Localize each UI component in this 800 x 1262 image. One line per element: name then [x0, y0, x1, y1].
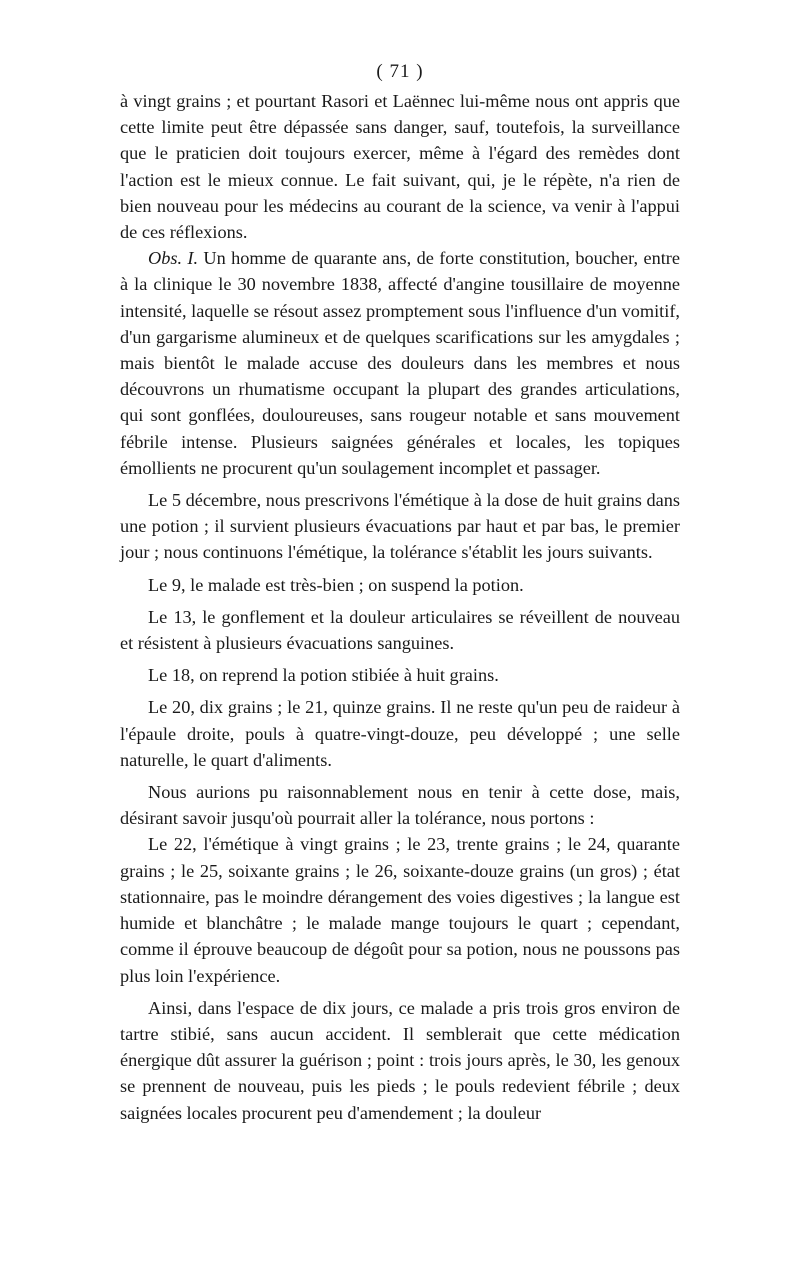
document-page: [120, 60, 680, 1126]
paragraph-1-text: à vingt grains ; et pourtant Rasori et Laënnec lui-même nous ont appris que cette limite peut être dépassée sans danger, sauf, toutefois, la surveillance que le praticien doit toujours exercer, même à l'égard des remèdes dont l'action est le mieux connue. Le fait suivant, qui, je le répète, n'a rien de bien nouveau pour les médecins au courant de la science, va venir à l'appui de ces réflexions.: [120, 91, 680, 243]
paragraph-3: [120, 487, 680, 566]
observation-label: Obs. I.: [148, 248, 199, 269]
paragraph-4: [120, 572, 680, 598]
paragraph-4-text: Le 9, le malade est très-bien ; on suspend la potion.: [148, 574, 524, 595]
paragraph-6: [120, 662, 680, 688]
paragraph-5-text: Le 13, le gonflement et la douleur articulaires se réveillent de nouveau et résistent à plusieurs évacuations sanguines.: [120, 606, 680, 654]
paragraph-10-text: Ainsi, dans l'espace de dix jours, ce malade a pris trois gros environ de tartre stibié, sans aucun accident. Il semblerait que cette médication énergique dût assurer la guérison ; point : trois jours après, le 30, les genoux se prennent de nouveau, puis les pieds ; le pouls redevient fébrile ; deux saignées locales procurent peu d'amendement ; la douleur: [120, 997, 680, 1123]
paragraph-9: [120, 831, 680, 988]
paragraph-observation: [120, 245, 680, 481]
paragraph-7: [120, 694, 680, 773]
paragraph-8-text: Nous aurions pu raisonnablement nous en tenir à cette dose, mais, désirant savoir jusqu'où pourrait aller la tolérance, nous portons :: [120, 782, 680, 829]
paragraph-9-text: Le 22, l'émétique à vingt grains ; le 23, trente grains ; le 24, quarante grains ; le 25, soixante grains ; le 26, soixante-douze grains (un gros) ; état stationnaire, pas le moindre dérangement des voies digestives ; la langue est humide et blanchâtre ; le malade mange toujours le quart ; cependant, comme il éprouve beaucoup de dégoût pour sa potion, nous ne poussons pas plus loin l'expérience.: [120, 834, 680, 986]
paragraph-10: [120, 995, 680, 1126]
paragraph-2-text: Un homme de quarante ans, de forte constitution, boucher, entre à la clinique le 30 novembre 1838, affecté d'angine tousillaire de moyenne intensité, laquelle se résout assez promptement sous l'influence d'un vomitif, d'un gargarisme alumineux et de quelques scarifications sur les amygdales ; mais bientôt le malade accuse des douleurs dans les membres et nous découvrons un rhumatisme occupant la plupart des grandes articulations, qui sont gonflées, douloureuses, sans rougeur notable et sans mouvement fébrile intense. Plusieurs saignées générales et locales, les topiques émollients ne procurent qu'un soulagement incomplet et passager.: [120, 248, 680, 478]
paragraph-8: [120, 779, 680, 831]
paragraph-1: [120, 88, 680, 245]
paragraph-3-text: Le 5 décembre, nous prescrivons l'émétique à la dose de huit grains dans une potion ; il survient plusieurs évacuations par haut et par bas, le premier jour ; nous continuons l'émétique, la tolérance s'établit les jours suivants.: [120, 490, 680, 563]
page-number: ( 71 ): [376, 61, 424, 82]
paragraph-6-text: Le 18, on reprend la potion stibiée à huit grains.: [148, 665, 499, 686]
paragraph-5: [120, 604, 680, 656]
paragraph-7-text: Le 20, dix grains ; le 21, quinze grains. Il ne reste qu'un peu de raideur à l'épaule droite, pouls à quatre-vingt-douze, peu développé ; une selle naturelle, le quart d'aliments.: [120, 697, 680, 770]
